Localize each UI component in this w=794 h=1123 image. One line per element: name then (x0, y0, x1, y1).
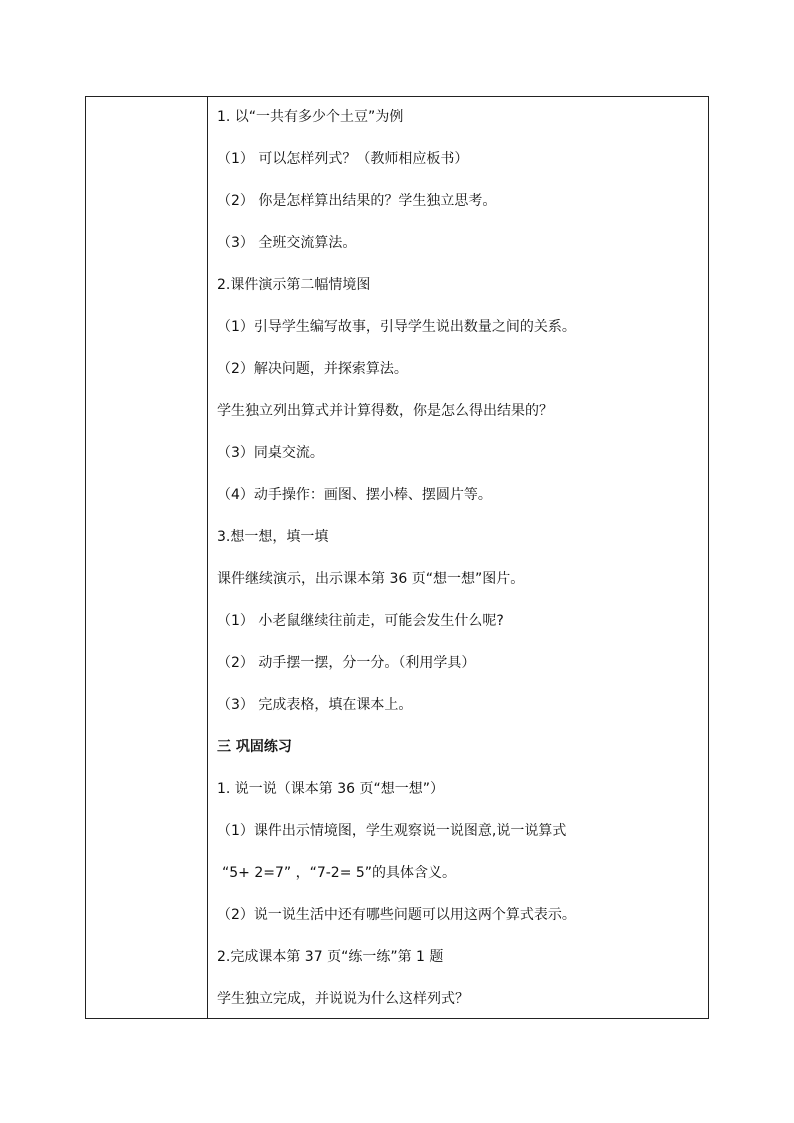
practice-2-note: 学生独立完成，并说说为什么这样列式？ (217, 991, 469, 1007)
step-2-note: 学生独立列出算式并计算得数，你是怎么得出结果的？ (217, 403, 553, 419)
content-cell (208, 97, 708, 1018)
step-3-item-1: （1） 小老鼠继续往前走，可能会发生什么呢? (217, 613, 504, 629)
step-2-item-2: （2）解决问题，并探索算法。 (217, 361, 408, 377)
step-3-heading: 3.想一想，填一填 (217, 529, 329, 545)
practice-1-heading: 1. 说一说（课本第 36 页“想一想”） (217, 781, 445, 797)
step-1-item-2: （2） 你是怎样算出结果的？学生独立思考。 (217, 193, 497, 209)
step-2-item-4: （4）动手操作：画图、摆小棒、摆圆片等。 (217, 487, 492, 503)
left-column-cell (86, 97, 208, 1018)
step-2-item-1: （1）引导学生编写故事，引导学生说出数量之间的关系。 (217, 319, 576, 335)
step-1-heading: 1. 以“一共有多少个土豆”为例 (217, 109, 404, 125)
practice-1-item-1: （1）课件出示情境图，学生观察说一说图意,说一说算式 (217, 823, 567, 839)
step-3-item-3: （3） 完成表格，填在课本上。 (217, 697, 413, 713)
step-1-item-1: （1） 可以怎样列式？（教师相应板书） (217, 151, 469, 167)
step-3-item-2: （2） 动手摆一摆，分一分。（利用学具） (217, 655, 476, 671)
step-2-item-3: （3）同桌交流。 (217, 445, 324, 461)
step-2-heading: 2.课件演示第二幅情境图 (217, 277, 371, 293)
step-3-note: 课件继续演示，出示课本第 36 页“想一想”图片。 (217, 571, 525, 587)
step-1-item-3: （3） 全班交流算法。 (217, 235, 357, 251)
practice-1-item-2: （2）说一说生活中还有哪些问题可以用这两个算式表示。 (217, 907, 576, 923)
practice-2-heading: 2.完成课本第 37 页“练一练”第 1 题 (217, 949, 444, 965)
section-heading-practice: 三 巩固练习 (217, 739, 292, 755)
practice-1-item-1-cont: “5+ 2=7” ，“7-2= 5”的具体含义。 (222, 865, 457, 881)
lesson-table (85, 96, 709, 1019)
